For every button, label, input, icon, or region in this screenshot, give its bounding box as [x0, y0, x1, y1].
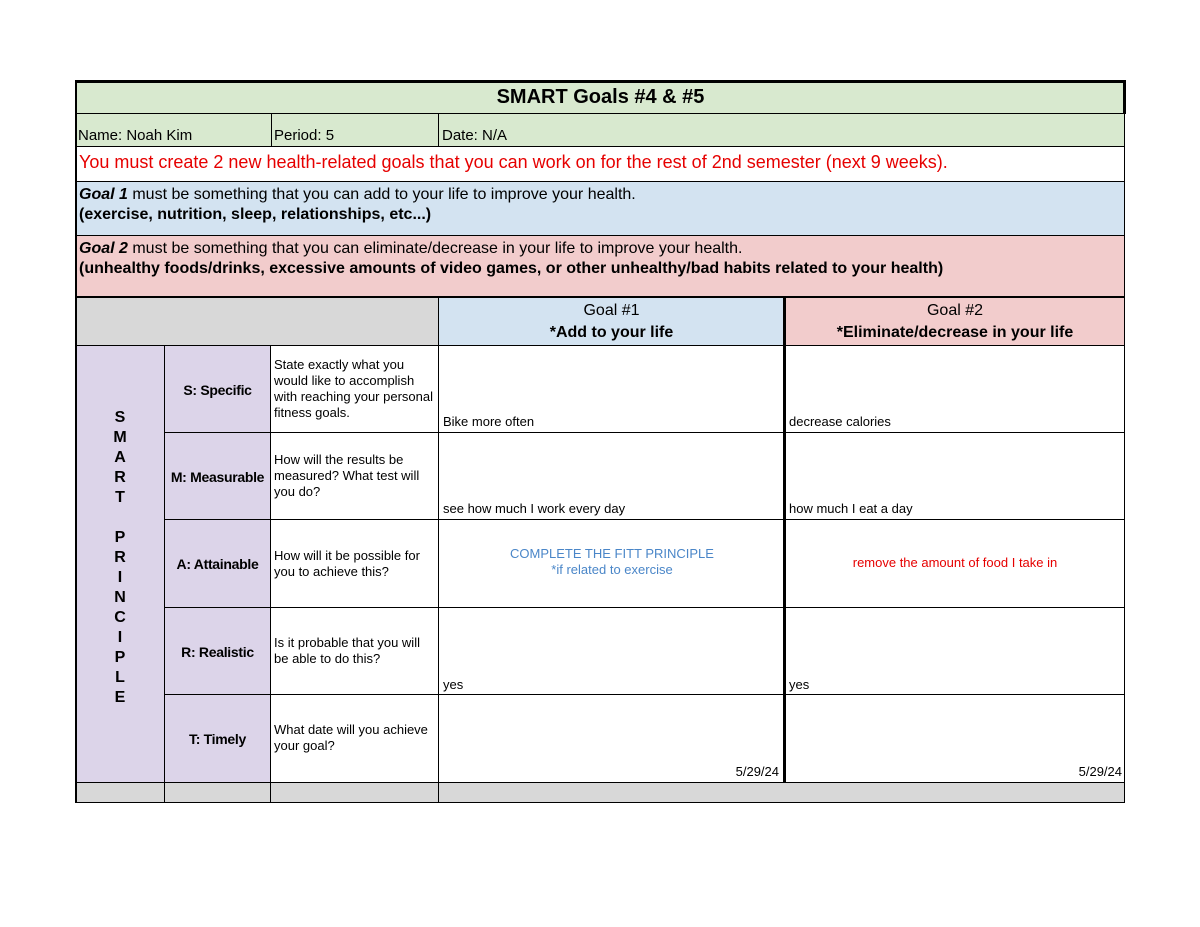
column-header-blank [76, 298, 439, 346]
goal2-specific-answer[interactable]: decrease calories [789, 414, 891, 429]
row-label-attainable: A: Attainable [165, 520, 270, 608]
vertical-letter: S [114, 409, 126, 426]
vertical-letter: I [117, 569, 123, 586]
prompt-measurable: How will the results be measured? What test will you do? [274, 452, 420, 499]
goal2-timely-answer[interactable]: 5/29/24 [1078, 764, 1122, 779]
vertical-letter: R [114, 469, 126, 486]
vertical-letter: E [114, 689, 126, 706]
prompt-attainable: How will it be possible for you to achieve this? [274, 548, 420, 579]
goal2-column-header: Goal #2 *Eliminate/decrease in your life [785, 298, 1125, 346]
goal1-description [76, 181, 1125, 235]
goal1-timely-answer[interactable]: 5/29/24 [735, 764, 779, 779]
prompt-specific: State exactly what you would like to accomplish with reaching your personal fitness goals. [274, 357, 433, 420]
row-label-realistic: R: Realistic [165, 608, 270, 695]
goal1-column-header: Goal #1 *Add to your life [439, 298, 784, 346]
goal1-specific-answer[interactable]: Bike more often [443, 414, 535, 429]
goal2-examples: (unhealthy foods/drinks, excessive amounts of video games, or other unhealthy/bad habits related to your health) [79, 260, 944, 277]
page-title: SMART Goals #4 & #5 [76, 81, 1125, 113]
goal2-measurable-answer[interactable]: how much I eat a day [789, 501, 913, 516]
vertical-letter [76, 508, 164, 528]
goal2-label: Goal 2 [79, 240, 128, 257]
goal2-text: must be something that you can eliminate/decrease in your life to improve your health. [127, 240, 743, 257]
prompt-realistic: Is it probable that you will be able to do this? [274, 635, 420, 666]
vertical-letter: T [115, 489, 125, 506]
vertical-letter: P [114, 529, 126, 546]
vertical-letter: M [113, 429, 127, 446]
goal1-examples: (exercise, nutrition, sleep, relationships, etc...) [79, 206, 432, 223]
period-field: Period: 5 [274, 127, 335, 144]
footer-strip [76, 783, 1125, 803]
vertical-letter: P [114, 649, 126, 666]
name-field: Name: Noah Kim [78, 127, 193, 144]
smart-principle-label [76, 346, 164, 782]
goal1-text: must be something that you can add to your life to improve your health. [127, 186, 636, 203]
row-label-specific: S: Specific [165, 346, 270, 433]
row-label-timely: T: Timely [165, 695, 270, 782]
date-field: Date: N/A [442, 127, 508, 144]
row-label-measurable: M: Measurable [165, 433, 270, 520]
vertical-letter: A [114, 449, 126, 466]
goal1-measurable-answer[interactable]: see how much I work every day [443, 501, 626, 516]
vertical-letter: R [114, 549, 126, 566]
goal1-realistic-answer[interactable]: yes [443, 677, 464, 692]
vertical-letter: N [114, 589, 126, 606]
goal2-description [76, 235, 1125, 297]
goal2-attainable-answer[interactable]: remove the amount of food I take in [852, 555, 1058, 570]
prompt-timely: What date will you achieve your goal? [274, 722, 428, 753]
vertical-letter: L [115, 669, 125, 686]
goal2-realistic-answer[interactable]: yes [789, 677, 810, 692]
goal1-label: Goal 1 [79, 186, 128, 203]
vertical-letter: C [114, 609, 126, 626]
vertical-letter: I [117, 629, 123, 646]
instruction-text: You must create 2 new health-related goals that you can work on for the rest of 2nd semester (next 9 weeks). [79, 152, 948, 172]
goal1-attainable-answer[interactable]: COMPLETE THE FITT PRINCIPLE *if related to exercise [510, 546, 714, 577]
